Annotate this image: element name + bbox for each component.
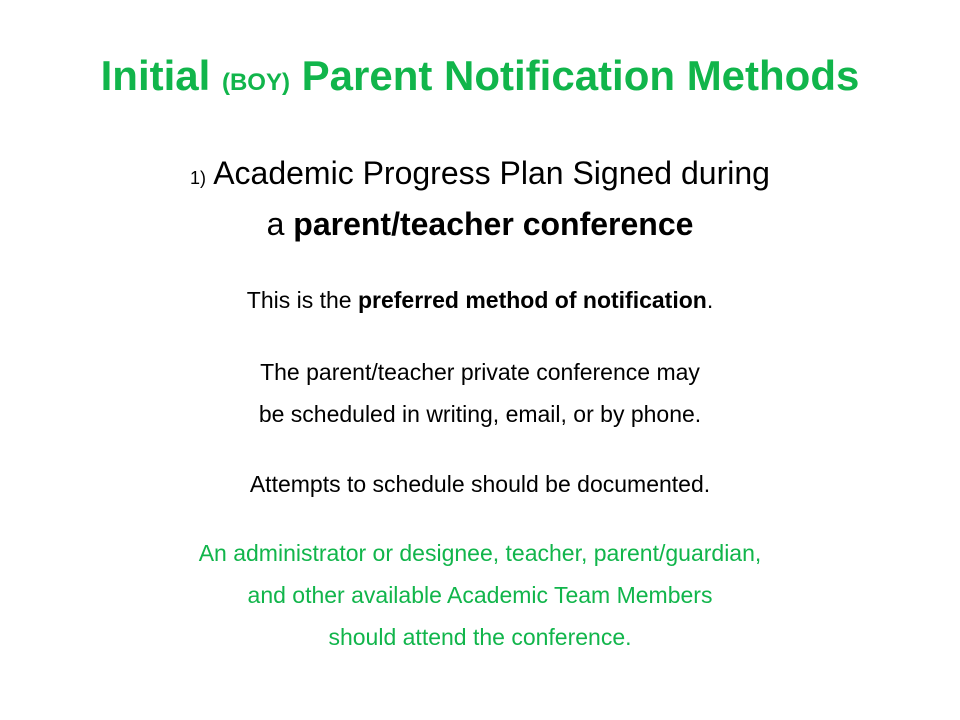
method-heading-line1 bbox=[0, 150, 960, 201]
method-heading-text: Academic Progress Plan Signed during bbox=[213, 155, 770, 191]
title-boy: (BOY) bbox=[221, 69, 290, 96]
preferred-prefix: This is the bbox=[246, 287, 352, 313]
attendees-line-1: An administrator or designee, teacher, parent/guardian, bbox=[198, 540, 762, 566]
method-number: 1) bbox=[190, 168, 207, 188]
method-heading-prefix: a bbox=[266, 206, 285, 242]
conference-line-2: be scheduled in writing, email, or by phone. bbox=[258, 401, 702, 427]
preferred-bold: preferred method of notification bbox=[357, 287, 707, 313]
title-initial: Initial bbox=[100, 52, 211, 99]
attendees-line-3: should attend the conference. bbox=[328, 624, 632, 650]
attempts-line: Attempts to schedule should be documented. bbox=[249, 471, 711, 497]
method-heading-bold: parent/teacher conference bbox=[293, 206, 694, 242]
conference-line-1: The parent/teacher private conference may bbox=[260, 359, 700, 385]
method-heading bbox=[0, 150, 960, 247]
slide-title bbox=[0, 48, 960, 111]
preferred-suffix: . bbox=[706, 287, 714, 313]
title-main: Parent Notification Methods bbox=[301, 52, 860, 99]
method-heading-line2 bbox=[0, 201, 960, 247]
attendees-line-2: and other available Academic Team Members bbox=[247, 582, 713, 608]
preferred-method-line bbox=[0, 283, 960, 318]
